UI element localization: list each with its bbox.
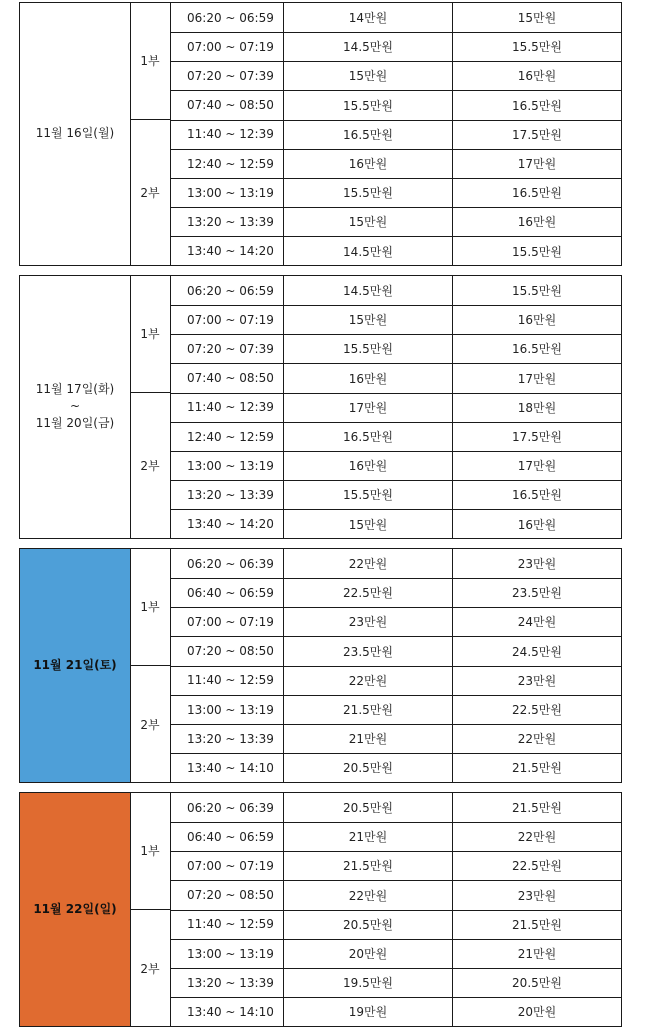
price-cell: 17.5만원 — [512, 430, 562, 444]
table-row — [171, 510, 621, 539]
table-row — [171, 968, 621, 998]
price-cell: 21.5만원 — [284, 851, 453, 880]
price-cell: 23.5만원 — [512, 586, 562, 601]
price-cell: 15만원 — [284, 61, 453, 90]
price-cell: 23.5만원 — [284, 637, 453, 666]
price-cell: 16만원 — [284, 149, 453, 178]
table-row — [171, 334, 621, 364]
time-cell: 07:00 ~ 07:19 — [171, 607, 284, 636]
date-label: 11월 17일(화) — [35, 382, 115, 397]
date-cell — [20, 793, 131, 1026]
table-row — [171, 207, 621, 237]
price-cell: 15.5만원 — [284, 91, 453, 120]
table-row — [171, 753, 621, 782]
price-cell: 20.5만원 — [284, 910, 453, 939]
time-cell: 06:20 ~ 06:59 — [171, 3, 284, 32]
price-cell: 17만원 — [517, 371, 557, 386]
price-cell: 15.5만원 — [512, 244, 562, 259]
date-label: 11월 16일(월) — [35, 126, 115, 141]
price-cell: 20.5만원 — [284, 753, 453, 782]
time-cell: 11:40 ~ 12:59 — [171, 666, 284, 695]
date-label: ~ — [69, 399, 81, 414]
price-cell: 23만원 — [517, 557, 557, 571]
time-cell: 07:40 ~ 08:50 — [171, 364, 284, 393]
table-row — [171, 61, 621, 91]
table-row — [171, 549, 621, 579]
time-cell: 07:00 ~ 07:19 — [171, 32, 284, 61]
time-cell: 06:40 ~ 06:59 — [171, 578, 284, 607]
table-row — [171, 276, 621, 306]
date-cell — [20, 549, 131, 782]
table-row — [171, 822, 621, 852]
time-cell: 13:00 ~ 13:19 — [171, 695, 284, 724]
price-cell: 16만원 — [517, 517, 557, 532]
price-cell: 14.5만원 — [284, 237, 453, 266]
time-cell: 13:00 ~ 13:19 — [171, 451, 284, 480]
time-cell: 12:40 ~ 12:59 — [171, 422, 284, 451]
price-cell: 21만원 — [284, 724, 453, 753]
table-row — [171, 149, 621, 179]
price-cell: 22만원 — [284, 549, 453, 578]
time-cell: 07:20 ~ 08:50 — [171, 881, 284, 910]
table-row — [171, 881, 621, 911]
table-row — [171, 120, 621, 150]
price-cell: 21.5만원 — [284, 695, 453, 724]
time-cell: 13:20 ~ 13:39 — [171, 480, 284, 509]
table-row — [171, 607, 621, 637]
price-cell: 20.5만원 — [512, 976, 562, 991]
table-row — [171, 851, 621, 881]
session-cell: 1부 — [130, 276, 171, 393]
table-row — [171, 910, 621, 940]
price-cell: 21.5만원 — [512, 801, 562, 815]
price-cell: 15.5만원 — [284, 178, 453, 207]
price-cell: 15만원 — [517, 11, 557, 25]
price-cell: 14.5만원 — [284, 32, 453, 61]
time-cell: 13:40 ~ 14:20 — [171, 237, 284, 266]
table-row — [171, 32, 621, 62]
price-cell: 22.5만원 — [284, 578, 453, 607]
price-cell: 15.5만원 — [284, 480, 453, 509]
price-cell: 21.5만원 — [512, 761, 562, 776]
date-label: 11월 20일(금) — [35, 416, 115, 431]
price-cell: 19만원 — [284, 997, 453, 1026]
price-cell: 15만원 — [284, 510, 453, 539]
date-block — [19, 792, 622, 1027]
time-cell: 13:20 ~ 13:39 — [171, 207, 284, 236]
price-cell: 15.5만원 — [284, 334, 453, 363]
time-cell: 13:00 ~ 13:19 — [171, 178, 284, 207]
session-cell: 2부 — [130, 393, 171, 539]
table-row — [171, 364, 621, 394]
price-cell: 22.5만원 — [512, 703, 562, 717]
price-cell: 22만원 — [284, 881, 453, 910]
time-cell: 07:20 ~ 07:39 — [171, 334, 284, 363]
price-cell: 17.5만원 — [512, 127, 562, 142]
date-cell — [20, 276, 131, 538]
time-cell: 12:40 ~ 12:59 — [171, 149, 284, 178]
price-cell: 17만원 — [284, 393, 453, 422]
time-cell: 06:40 ~ 06:59 — [171, 822, 284, 851]
session-cell: 1부 — [130, 549, 171, 666]
price-cell: 16.5만원 — [512, 186, 562, 201]
time-cell: 06:20 ~ 06:39 — [171, 793, 284, 822]
price-cell: 16.5만원 — [284, 422, 453, 451]
time-cell: 07:40 ~ 08:50 — [171, 91, 284, 120]
time-cell: 07:00 ~ 07:19 — [171, 851, 284, 880]
price-cell: 15.5만원 — [512, 284, 562, 298]
price-cell: 18만원 — [517, 400, 557, 415]
price-cell: 22.5만원 — [512, 859, 562, 874]
price-cell: 20만원 — [284, 939, 453, 968]
session-cell: 2부 — [130, 666, 171, 783]
date-label: 11월 21일(토) — [33, 657, 117, 672]
price-cell: 17만원 — [517, 459, 557, 474]
price-cell: 22만원 — [517, 830, 557, 845]
time-cell: 13:00 ~ 13:19 — [171, 939, 284, 968]
price-cell: 21만원 — [517, 947, 557, 961]
time-cell: 07:20 ~ 08:50 — [171, 637, 284, 666]
session-cell: 1부 — [130, 3, 171, 120]
table-row — [171, 393, 621, 423]
price-cell: 21만원 — [284, 822, 453, 851]
price-cell: 23만원 — [284, 607, 453, 636]
price-cell: 24만원 — [517, 615, 557, 630]
table-row — [171, 305, 621, 335]
price-cell: 16만원 — [284, 364, 453, 393]
price-cell: 14.5만원 — [284, 276, 453, 305]
table-row — [171, 793, 621, 823]
session-cell: 2부 — [130, 120, 171, 266]
price-cell: 21.5만원 — [512, 917, 562, 932]
table-row — [171, 91, 621, 121]
price-cell: 24.5만원 — [512, 644, 562, 659]
table-row — [171, 939, 621, 969]
time-cell: 11:40 ~ 12:39 — [171, 120, 284, 149]
price-cell: 16만원 — [517, 215, 557, 230]
price-cell: 19.5만원 — [284, 968, 453, 997]
price-cell: 14만원 — [284, 3, 453, 32]
time-cell: 13:40 ~ 14:20 — [171, 510, 284, 539]
price-cell: 15만원 — [284, 207, 453, 236]
price-cell: 23만원 — [517, 888, 557, 903]
price-cell: 22만원 — [284, 666, 453, 695]
date-label: 11월 22일(일) — [33, 901, 117, 916]
time-cell: 13:40 ~ 14:10 — [171, 753, 284, 782]
table-row — [171, 997, 621, 1026]
table-row — [171, 695, 621, 725]
price-cell: 16.5만원 — [512, 342, 562, 357]
date-block — [19, 275, 622, 539]
time-cell: 07:20 ~ 07:39 — [171, 61, 284, 90]
time-cell: 11:40 ~ 12:39 — [171, 393, 284, 422]
date-block — [19, 548, 622, 783]
table-row — [171, 480, 621, 510]
table-row — [171, 451, 621, 481]
price-cell: 15.5만원 — [512, 40, 562, 55]
price-cell: 22만원 — [517, 732, 557, 747]
table-row — [171, 724, 621, 754]
time-cell: 11:40 ~ 12:59 — [171, 910, 284, 939]
table-row — [171, 422, 621, 452]
price-cell: 20만원 — [517, 1005, 557, 1020]
price-cell: 16만원 — [517, 313, 557, 328]
price-cell: 15만원 — [284, 305, 453, 334]
time-cell: 13:20 ~ 13:39 — [171, 724, 284, 753]
time-cell: 07:00 ~ 07:19 — [171, 305, 284, 334]
date-cell — [20, 3, 131, 265]
time-cell: 06:20 ~ 06:39 — [171, 549, 284, 578]
date-block — [19, 2, 622, 266]
price-cell: 17만원 — [517, 157, 557, 171]
price-cell: 23만원 — [517, 673, 557, 688]
price-cell: 16.5만원 — [284, 120, 453, 149]
table-row — [171, 637, 621, 667]
price-cell: 16.5만원 — [512, 488, 562, 503]
table-row — [171, 666, 621, 696]
time-cell: 13:20 ~ 13:39 — [171, 968, 284, 997]
price-cell: 16.5만원 — [512, 98, 562, 113]
session-cell: 1부 — [130, 793, 171, 910]
price-cell: 16만원 — [517, 69, 557, 84]
table-row — [171, 178, 621, 208]
time-cell: 13:40 ~ 14:10 — [171, 997, 284, 1026]
table-row — [171, 237, 621, 266]
price-cell: 20.5만원 — [284, 793, 453, 822]
table-row — [171, 3, 621, 33]
table-row — [171, 578, 621, 608]
session-cell: 2부 — [130, 910, 171, 1027]
price-cell: 16만원 — [284, 451, 453, 480]
time-cell: 06:20 ~ 06:59 — [171, 276, 284, 305]
